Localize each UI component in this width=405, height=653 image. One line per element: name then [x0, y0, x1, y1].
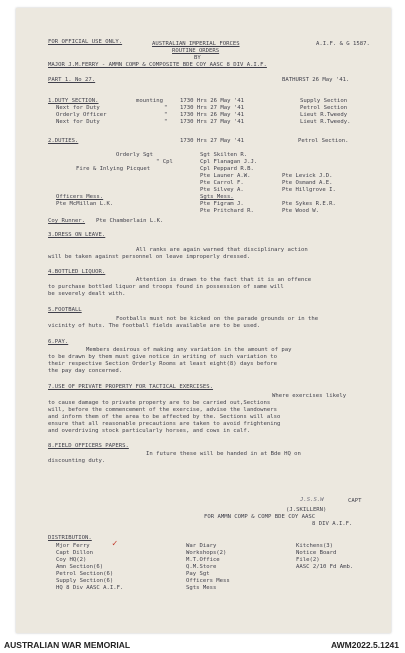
officers-mess-heading: Officers Mess.	[56, 194, 104, 200]
section-duty-title: 1.DUTY SECTION.	[48, 98, 99, 104]
duty-name: Sgt Skilten R.	[200, 152, 248, 158]
org-heading: AUSTRALIAN IMPERIAL FORCES	[152, 41, 240, 47]
duty-name: Pte Hillgrove I.	[282, 187, 336, 193]
duties-first-time: 1730 Hrs 27 May '41	[180, 138, 244, 144]
body-line: to purchase bottled liquor and troops found in possession of same will	[48, 284, 284, 290]
distribution-item: Capt Dillon	[56, 550, 94, 556]
part-number: PART 1. No 27.	[48, 77, 96, 83]
duty-name: Pte Carrol F.	[200, 180, 244, 186]
distribution-item: AASC 2/10 Fd Amb.	[296, 564, 354, 570]
body-line: and inform them of the area to be affected by the. Sections will also	[48, 414, 281, 420]
body-line: be severely dealt with.	[48, 291, 126, 297]
distribution-item: Officers Mess	[186, 578, 230, 584]
section-property-title: 7.USE OF PRIVATE PROPERTY FOR TACTICAL EXERCISES.	[48, 384, 214, 390]
distribution-item: Pay Sgt	[186, 571, 210, 577]
body-line: their respective Section Orderly Rooms at least eight(8) days before	[48, 361, 278, 367]
body-line: Footballs must not be kicked on the parade grounds or in the	[116, 316, 319, 322]
body-line: ensure that all reasonable precautions are taken to avoid frightening	[48, 421, 281, 427]
body-line: to be drawn by them must give notice in writing of such variation to	[48, 354, 278, 360]
duty-row-3-mid: "	[164, 112, 168, 118]
orderly-sgt-label: Orderly Sgt	[116, 152, 154, 158]
distribution-item: Workshops(2)	[186, 550, 227, 556]
distribution-item: Mjor Ferry	[56, 543, 90, 549]
distribution-title: DISTRIBUTION.	[48, 535, 92, 541]
official-use-heading: FOR OFFICIAL USE ONLY.	[48, 39, 123, 45]
duty-row-2-label: Next for Duty	[56, 105, 100, 111]
distribution-item: Q.M.Store	[186, 564, 217, 570]
duty-row-4-label: Next for Duty	[56, 119, 100, 125]
duty-row-4-who: Lieut R.Tweedy.	[300, 119, 351, 125]
duty-name: Pte Sykes R.E.R.	[282, 201, 336, 207]
body-line: Attention is drawn to the fact that it is an offence	[136, 277, 312, 283]
signature-for-line: FOR AMMN COMP & COMP BDE COY AASC	[204, 514, 316, 520]
signature-div: 8 DIV A.I.F.	[312, 521, 353, 527]
coy-runner-name: Pte Chamberlain L.K.	[96, 218, 164, 224]
duty-row-1-mid: mounting	[136, 98, 163, 104]
distribution-item: Kitchens(3)	[296, 543, 334, 549]
duty-name: Pte Levick J.D.	[282, 173, 333, 179]
body-line: the pay day concerned.	[48, 368, 123, 374]
section-football-title: 5.FOOTBALL	[48, 307, 82, 313]
duty-row-1-who: Supply Section	[300, 98, 348, 104]
duty-row-1-time: 1730 Hrs 26 May '41	[180, 98, 244, 104]
fire-picquet-label: Fire & Inlying Picquet	[76, 166, 151, 172]
document-page	[16, 8, 391, 633]
red-tick-mark: ✓	[112, 539, 118, 549]
distribution-item: Amn Section(6)	[56, 564, 104, 570]
officers-mess-name: Pte McMillan L.K.	[56, 201, 114, 207]
duty-row-3-label: Orderly Officer	[56, 112, 107, 118]
body-line: Members desirous of making any variation in the amount of pay	[86, 347, 292, 353]
document-title: ROUTINE ORDERS	[172, 48, 220, 54]
section-liquor-title: 4.BOTTLED LIQUOR.	[48, 269, 106, 275]
duty-name: Cpl Flanagan J.J.	[200, 159, 258, 165]
body-line: will, before the commencement of the exercise, advise the landowners	[48, 407, 278, 413]
duty-name: Pte Pritchard R.	[200, 208, 254, 214]
duty-name: Pte Figram J.	[200, 201, 244, 207]
section-duties-title: 2.DUTIES.	[48, 138, 79, 144]
distribution-item: HQ 8 Div AASC A.I.F.	[56, 585, 124, 591]
duty-row-2-time: 1730 Hrs 27 May '41	[180, 105, 244, 111]
distribution-item: M.T.Office	[186, 557, 220, 563]
by-line: BY	[194, 55, 201, 61]
reference-number: A.I.F. & G 1587.	[316, 41, 370, 47]
distribution-item: Notice Board	[296, 550, 337, 556]
body-line: vicinity of huts. The football fields available are to be used.	[48, 323, 261, 329]
distribution-item: Petrol Section(6)	[56, 571, 114, 577]
coy-runner-label: Coy Runner.	[48, 218, 86, 224]
archive-name: AUSTRALIAN WAR MEMORIAL	[4, 640, 131, 650]
commander-line: MAJOR J.M.FERRY - AMMN COMP & COMPOSITE BDE COY AASC 8 DIV A.I.F.	[48, 62, 267, 68]
duty-name: Pte Launer A.W.	[200, 173, 251, 179]
duty-name: Cpl Peppard R.B.	[200, 166, 254, 172]
place-date: BATHURST 26 May '41.	[282, 77, 350, 83]
duty-row-2-who: Petrol Section	[300, 105, 348, 111]
section-dress-title: 3.DRESS ON LEAVE.	[48, 232, 106, 238]
duty-row-2-mid: "	[164, 105, 168, 111]
section-papers-title: 8.FIELD OFFICERS PAPERS.	[48, 443, 129, 449]
signature: J.S.S.W	[300, 497, 324, 503]
body-line: discounting duty.	[48, 458, 106, 464]
body-line: to cause damage to private property are to be carried out,Sections	[48, 400, 271, 406]
body-line: and overdriving stock particularly horses, and cows in calf.	[48, 428, 251, 434]
body-line: In future these will be handed in at Bde HQ on	[146, 451, 301, 457]
distribution-item: Supply Section(6)	[56, 578, 114, 584]
duty-row-4-time: 1730 Hrs 27 May '41	[180, 119, 244, 125]
duty-name: Pte Osmand A.E.	[282, 180, 333, 186]
body-line: All ranks are again warned that disciplinary action	[136, 247, 308, 253]
section-pay-title: 6.PAY.	[48, 339, 69, 345]
distribution-item: War Diary	[186, 543, 217, 549]
archive-id: AWM2022.5.1241	[330, 640, 399, 650]
distribution-item: Sgts Mess	[186, 585, 217, 591]
body-line: will be taken against personnel on leave improperly dressed.	[48, 254, 251, 260]
duty-name: Pte Wood W.	[282, 208, 320, 214]
duty-row-4-mid: "	[164, 119, 168, 125]
body-line: Where exercises likely	[272, 393, 347, 399]
duty-name: Pte Silvey A.	[200, 187, 244, 193]
duty-row-3-time: 1730 Hrs 26 May '41	[180, 112, 244, 118]
signature-name: (J.SKILLERN)	[286, 507, 327, 513]
distribution-item: File(2)	[296, 557, 320, 563]
archive-footer	[0, 637, 405, 653]
duties-first-who: Petrol Section.	[298, 138, 349, 144]
sgts-mess-heading: Sgts Mess.	[200, 194, 234, 200]
duty-row-3-who: Lieut R.Tweedy	[300, 112, 348, 118]
distribution-item: Coy HQ(2)	[56, 557, 87, 563]
signature-rank: CAPT	[348, 498, 362, 504]
cpl-label: " Cpl	[156, 159, 173, 165]
